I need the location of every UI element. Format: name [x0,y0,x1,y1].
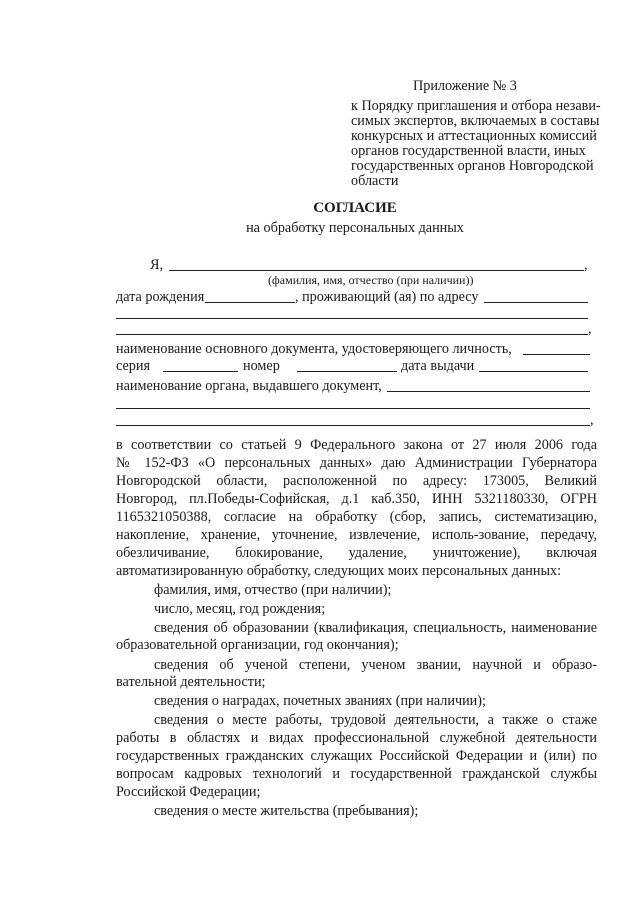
paragraph-line-1: в соответствии со статьей 9 Федерального закона от 27 июля 2006 года [116,437,597,453]
issue-date-label: дата выдачи [401,358,475,374]
consent-title: СОГЛАСИЕ [313,200,397,216]
appendix-line-2: симых экспертов, включаемых в составы [351,113,600,129]
address-field-line-3[interactable] [116,334,588,335]
series-field-line[interactable] [163,371,238,372]
appendix-line-5: государственных органов Новгородской [351,158,594,174]
name-hint: (фамилия, имя, отчество (при наличии)) [268,273,474,287]
list-item-cont: вопросам кадровых технологий и государственной гражданской службы [116,766,597,782]
list-item: фамилия, имя, отчество (при наличии); [154,582,392,598]
list-item-cont: вательной деятельности; [116,674,266,690]
paragraph-line-4: Новгород, пл.Победы-Софийская, д.1 каб.350, ИНН 5321180330, ОГРН [116,491,597,507]
address-field-line-2[interactable] [116,318,588,319]
list-item: сведения о наградах, почетных званиях (при наличии); [154,693,486,709]
list-item-cont: Российской Федерации; [116,784,261,800]
number-label: номер [243,358,280,374]
appendix-line-4: органов государственной власти, иных [351,143,586,159]
list-item-cont: образовательной организации, год окончания); [116,637,399,653]
list-item: число, месяц, год рождения; [154,601,326,617]
list-item: сведения об образовании (квалификация, специальность, наименование [154,620,597,636]
issuer-field-line-2[interactable] [116,408,590,409]
list-item-cont: работы в областях и видах профессиональной служебной деятельности [116,730,597,746]
paragraph-line-2: № 152-ФЗ «О персональных данных» даю Администрации Губернатора [116,455,597,471]
issuer-label: наименование органа, выдавшего документ, [116,378,382,394]
appendix-line-1: к Порядку приглашения и отбора незави- [351,98,601,114]
document-field-line[interactable] [523,354,590,355]
list-item: сведения о месте жительства (пребывания); [154,803,419,819]
list-item: сведения об ученой степени, ученом звании, научной и образо- [154,657,597,673]
name-field-line[interactable] [169,270,584,271]
issue-date-field-line[interactable] [479,371,588,372]
paragraph-line-5: 1165321050388, согласие на обработку (сбор, запись, систематизацию, [116,509,597,525]
issuer-field-line-3[interactable] [116,425,590,426]
list-item: сведения о месте работы, трудовой деятельности, а также о стаже [154,712,597,728]
consent-subtitle: на обработку персональных данных [246,220,464,236]
series-label: серия [116,358,150,374]
paragraph-line-7: обезличивание, блокирование, удаление, уничтожение), включая [116,545,597,561]
paragraph-line-6: накопление, хранение, уточнение, извлечение, исполь-зование, передачу, [116,527,597,543]
birth-date-label: дата рождения [116,289,205,305]
address-label: , проживающий (ая) по адресу [295,289,479,305]
appendix-line-3: конкурсных и аттестационных комиссий [351,128,597,144]
document-label: наименование основного документа, удостоверяющего личность, [116,341,512,357]
issuer-comma: , [590,412,594,428]
number-field-line[interactable] [297,371,397,372]
appendix-title: Приложение № 3 [413,78,517,94]
issuer-field-line-1[interactable] [387,391,590,392]
paragraph-line-8: автоматизированную обработку, следующих моих персональных данных: [116,563,562,579]
appendix-line-6: области [351,173,399,189]
name-comma: , [584,257,588,273]
address-comma: , [588,321,592,337]
i-label: Я, [150,257,164,273]
list-item-cont: государственных гражданских служащих Российской Федерации и (или) по [116,748,597,764]
birth-date-field-line[interactable] [205,302,295,303]
paragraph-line-3: Новгородской области, расположенной по адресу: 173005, Великий [116,473,597,489]
address-field-line-1[interactable] [484,302,588,303]
